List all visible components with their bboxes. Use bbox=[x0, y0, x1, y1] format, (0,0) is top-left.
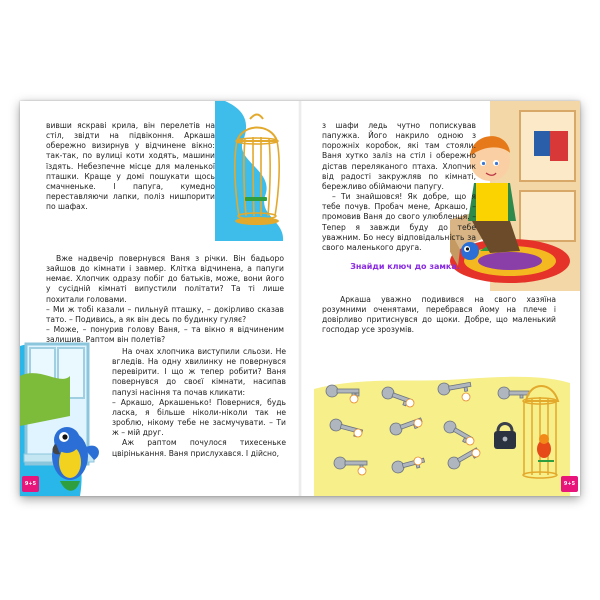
right-text-top bbox=[322, 121, 476, 253]
right-text-bottom bbox=[322, 295, 556, 336]
left-paragraph-5: На очах хлопчика виступили сльози. Не вгледів. На одну хвилинку не повернувся перевірити. І що ж тепер робити? Ваня повернувся до своєї кімнати, насипав папузі насіння та почав кликати: bbox=[112, 347, 286, 397]
right-paragraph-2: – Ти знайшовся! Як добре, що я тебе почув. Пробач мене, Аркашо, – промовив Ваня до свого улюбленця. – Тепер я завжди буду до тебе уважним. Бо несу відповідальність за свого маленького друга. bbox=[322, 192, 476, 252]
left-text-top bbox=[46, 121, 215, 212]
right-page bbox=[300, 101, 580, 496]
left-text-middle bbox=[46, 254, 284, 345]
book-spine bbox=[298, 101, 302, 496]
left-paragraph-7: Аж раптом почулося тихесеньке цвірінькання. Ваня прислухався. І дійсно, bbox=[112, 438, 286, 458]
left-paragraph-4: – Може, – понурив голову Ваня, – та вікно я відчиненим залишив. Раптом він полетів? bbox=[46, 325, 284, 345]
left-paragraph-1: вивши яскраві крила, він перелетів на стіл, звідти на підвіконня. Аркаша обережно визирнув у відчинене вікно: так-так, по вулиці коти ходять, машини їздять. Небезпечне місце для маленької пташки. Краще у домі пошукати щось смачненьке. І папуга, кумедно переставляючи лапки, поліз нишпорити по шафах. bbox=[46, 121, 215, 212]
parrot-at-window-illustration bbox=[20, 336, 110, 496]
left-text-bottom bbox=[112, 347, 286, 459]
birdcage-illustration bbox=[215, 101, 295, 241]
puzzle-title: Знайди ключ до замка. bbox=[350, 262, 460, 271]
right-paragraph-3: Аркаша уважно подивився на свого хазяїна розумними оченятами, перебрався йому на плече і довірливо притиснувся до щоки. Добре, що маленький господар усе зрозумів. bbox=[322, 295, 556, 335]
keys-puzzle-illustration bbox=[314, 371, 570, 496]
left-paragraph-2: Вже надвечір повернувся Ваня з річки. Він бадьоро зайшов до кімнати і завмер. Клітка відчинена, а папуги немає. Хлопчик одразу побіг до батьків, може, вони його у сусідній кімнаті випустили політати? Та ті лише похитали головами. bbox=[46, 254, 284, 304]
right-paragraph-1: з шафи ледь чутно попискував папужка. Його накрило одною з порожніх коробок, які там стояли. Ваня хутко заліз на стіл і обережно дістав переляканого птаха. Хлопчик від радості закружляв по кімнаті, бережливо обіймаючи папугу. bbox=[322, 121, 476, 191]
left-paragraph-3: – Ми ж тобі казали – пильнуй пташку, – докірливо сказав тато. – Подивись, а як він десь по будинку гуляє? bbox=[46, 304, 284, 324]
left-page bbox=[20, 101, 300, 496]
book-spread bbox=[20, 101, 580, 496]
right-page-badge: 9+5 bbox=[561, 476, 578, 492]
left-paragraph-6: – Аркашо, Аркашенько! Повернися, будь ласка, я більше ніколи-ніколи так не зроблю, нікому тебе не засмучувати. – Ти ж – мій друг. bbox=[112, 397, 286, 438]
left-page-badge: 9+5 bbox=[22, 476, 39, 492]
